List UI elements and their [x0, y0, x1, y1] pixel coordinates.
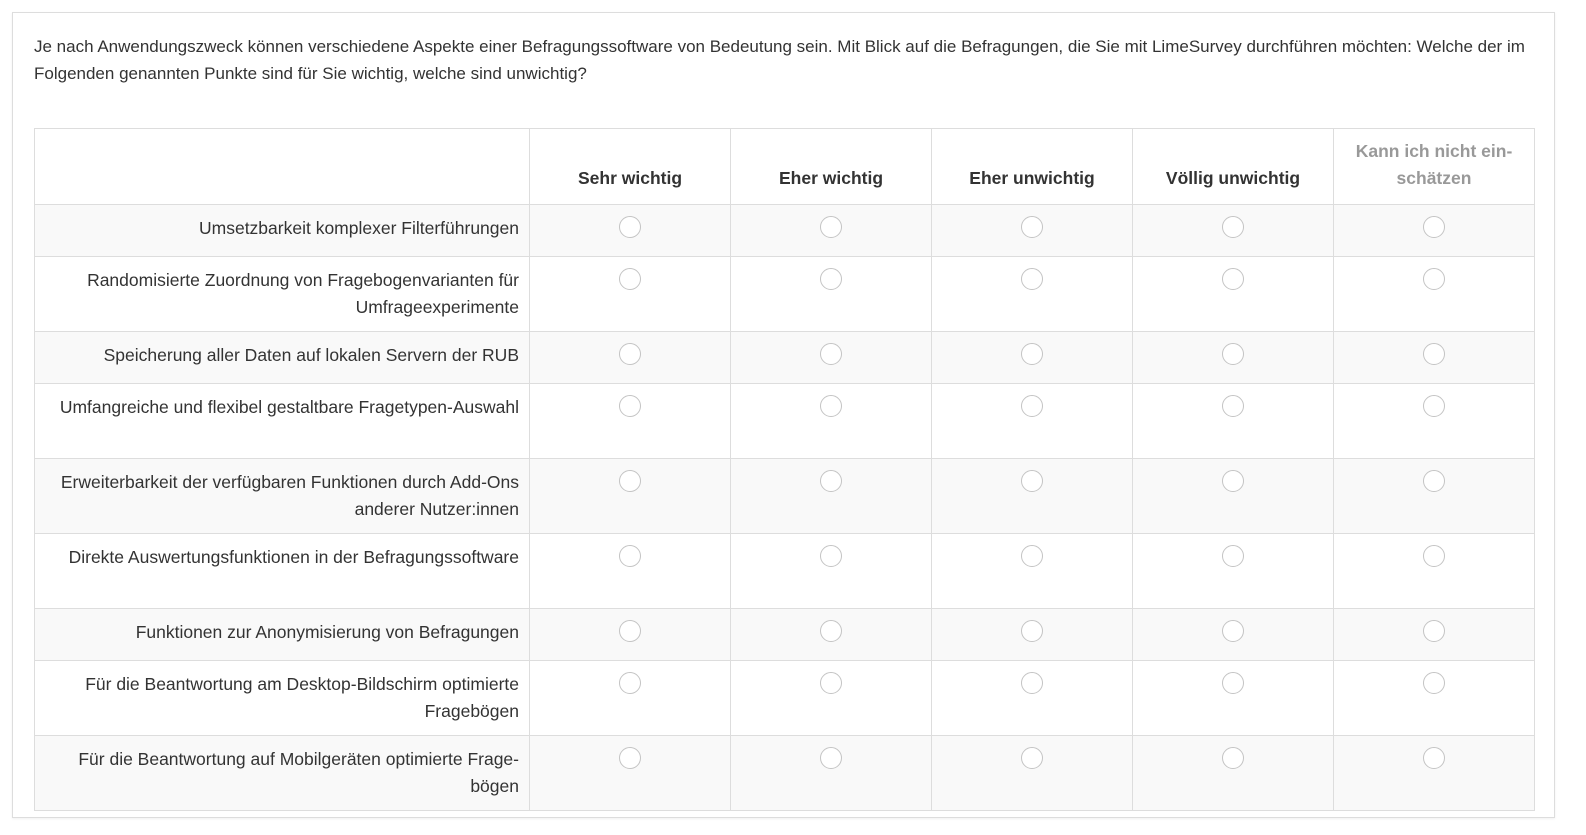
radio-sehr-wichtig[interactable] [619, 395, 641, 417]
question-text: Je nach Anwendungszweck können verschiedene Aspekte einer Befragungssoftware von Bedeutung sein. Mit Blick auf die Befragungen, die Sie mit LimeSurvey durchführen möchten: Welche der im Folgenden genannten Punkte sind für Sie wichtig, welche sind unwichtig? [34, 37, 1525, 83]
row-label: Umsetzbarkeit komplexer Filterführungen [35, 205, 530, 257]
column-header-eher-wichtig: Eher wichtig [731, 129, 932, 205]
radio-voellig-unwichtig[interactable] [1222, 470, 1244, 492]
radio-sehr-wichtig[interactable] [619, 470, 641, 492]
radio-eher-wichtig[interactable] [820, 545, 842, 567]
row-label: Erweiterbarkeit der verfügbaren Funktionen durch Add-Ons anderer Nutzer:innen [35, 459, 530, 534]
radio-kann-ich-nicht-einschaetzen[interactable] [1423, 620, 1445, 642]
radio-voellig-unwichtig[interactable] [1222, 545, 1244, 567]
radio-voellig-unwichtig[interactable] [1222, 343, 1244, 365]
radio-eher-wichtig[interactable] [820, 747, 842, 769]
matrix-row [35, 205, 1535, 257]
radio-sehr-wichtig[interactable] [619, 268, 641, 290]
radio-sehr-wichtig[interactable] [619, 343, 641, 365]
row-label: Randomisierte Zuordnung von Fragebogenvarianten für Umfrageexperimente [35, 257, 530, 332]
radio-kann-ich-nicht-einschaetzen[interactable] [1423, 470, 1445, 492]
radio-sehr-wichtig[interactable] [619, 620, 641, 642]
radio-eher-wichtig[interactable] [820, 672, 842, 694]
matrix-row [35, 384, 1535, 459]
radio-eher-unwichtig[interactable] [1021, 343, 1043, 365]
header-row [35, 129, 1535, 205]
matrix-row [35, 736, 1535, 811]
matrix-row [35, 534, 1535, 609]
row-label: Für die Beantwortung auf Mobilgeräten optimierte Fragebögen [35, 736, 530, 811]
header-corner [35, 129, 530, 205]
column-header-sehr-wichtig: Sehr wichtig [530, 129, 731, 205]
radio-kann-ich-nicht-einschaetzen[interactable] [1423, 268, 1445, 290]
radio-eher-wichtig[interactable] [820, 343, 842, 365]
radio-sehr-wichtig[interactable] [619, 747, 641, 769]
radio-voellig-unwichtig[interactable] [1222, 395, 1244, 417]
radio-eher-wichtig[interactable] [820, 268, 842, 290]
column-header-kann-ich-nicht-einschaetzen: Kann ich nicht einschätzen [1334, 129, 1535, 205]
row-label: Funktionen zur Anonymisierung von Befragungen [35, 609, 530, 661]
column-header-voellig-unwichtig: Völlig unwichtig [1133, 129, 1334, 205]
matrix-row [35, 459, 1535, 534]
radio-eher-unwichtig[interactable] [1021, 395, 1043, 417]
radio-voellig-unwichtig[interactable] [1222, 268, 1244, 290]
matrix-row [35, 609, 1535, 661]
radio-voellig-unwichtig[interactable] [1222, 747, 1244, 769]
radio-kann-ich-nicht-einschaetzen[interactable] [1423, 672, 1445, 694]
row-label: Direkte Auswertungsfunktionen in der Befragungssoftware [35, 534, 530, 609]
radio-eher-wichtig[interactable] [820, 620, 842, 642]
radio-kann-ich-nicht-einschaetzen[interactable] [1423, 343, 1445, 365]
radio-sehr-wichtig[interactable] [619, 672, 641, 694]
radio-kann-ich-nicht-einschaetzen[interactable] [1423, 395, 1445, 417]
radio-eher-wichtig[interactable] [820, 470, 842, 492]
row-label: Umfangreiche und flexibel gestaltbare Fragetypen-Auswahl [35, 384, 530, 459]
radio-kann-ich-nicht-einschaetzen[interactable] [1423, 545, 1445, 567]
radio-sehr-wichtig[interactable] [619, 545, 641, 567]
radio-voellig-unwichtig[interactable] [1222, 672, 1244, 694]
radio-eher-unwichtig[interactable] [1021, 216, 1043, 238]
radio-sehr-wichtig[interactable] [619, 216, 641, 238]
row-label: Für die Beantwortung am Desktop-Bildschirm optimierte Fragebögen [35, 661, 530, 736]
radio-eher-unwichtig[interactable] [1021, 268, 1043, 290]
radio-eher-unwichtig[interactable] [1021, 672, 1043, 694]
radio-eher-unwichtig[interactable] [1021, 470, 1043, 492]
column-header-eher-unwichtig: Eher unwichtig [932, 129, 1133, 205]
answer-matrix [34, 128, 1535, 811]
radio-voellig-unwichtig[interactable] [1222, 216, 1244, 238]
radio-voellig-unwichtig[interactable] [1222, 620, 1244, 642]
matrix-row [35, 257, 1535, 332]
radio-kann-ich-nicht-einschaetzen[interactable] [1423, 747, 1445, 769]
radio-eher-unwichtig[interactable] [1021, 545, 1043, 567]
radio-eher-wichtig[interactable] [820, 395, 842, 417]
radio-eher-unwichtig[interactable] [1021, 747, 1043, 769]
radio-eher-unwichtig[interactable] [1021, 620, 1043, 642]
question-card [12, 12, 1555, 818]
matrix-row [35, 661, 1535, 736]
radio-kann-ich-nicht-einschaetzen[interactable] [1423, 216, 1445, 238]
matrix-row [35, 332, 1535, 384]
radio-eher-wichtig[interactable] [820, 216, 842, 238]
row-label: Speicherung aller Daten auf lokalen Servern der RUB [35, 332, 530, 384]
